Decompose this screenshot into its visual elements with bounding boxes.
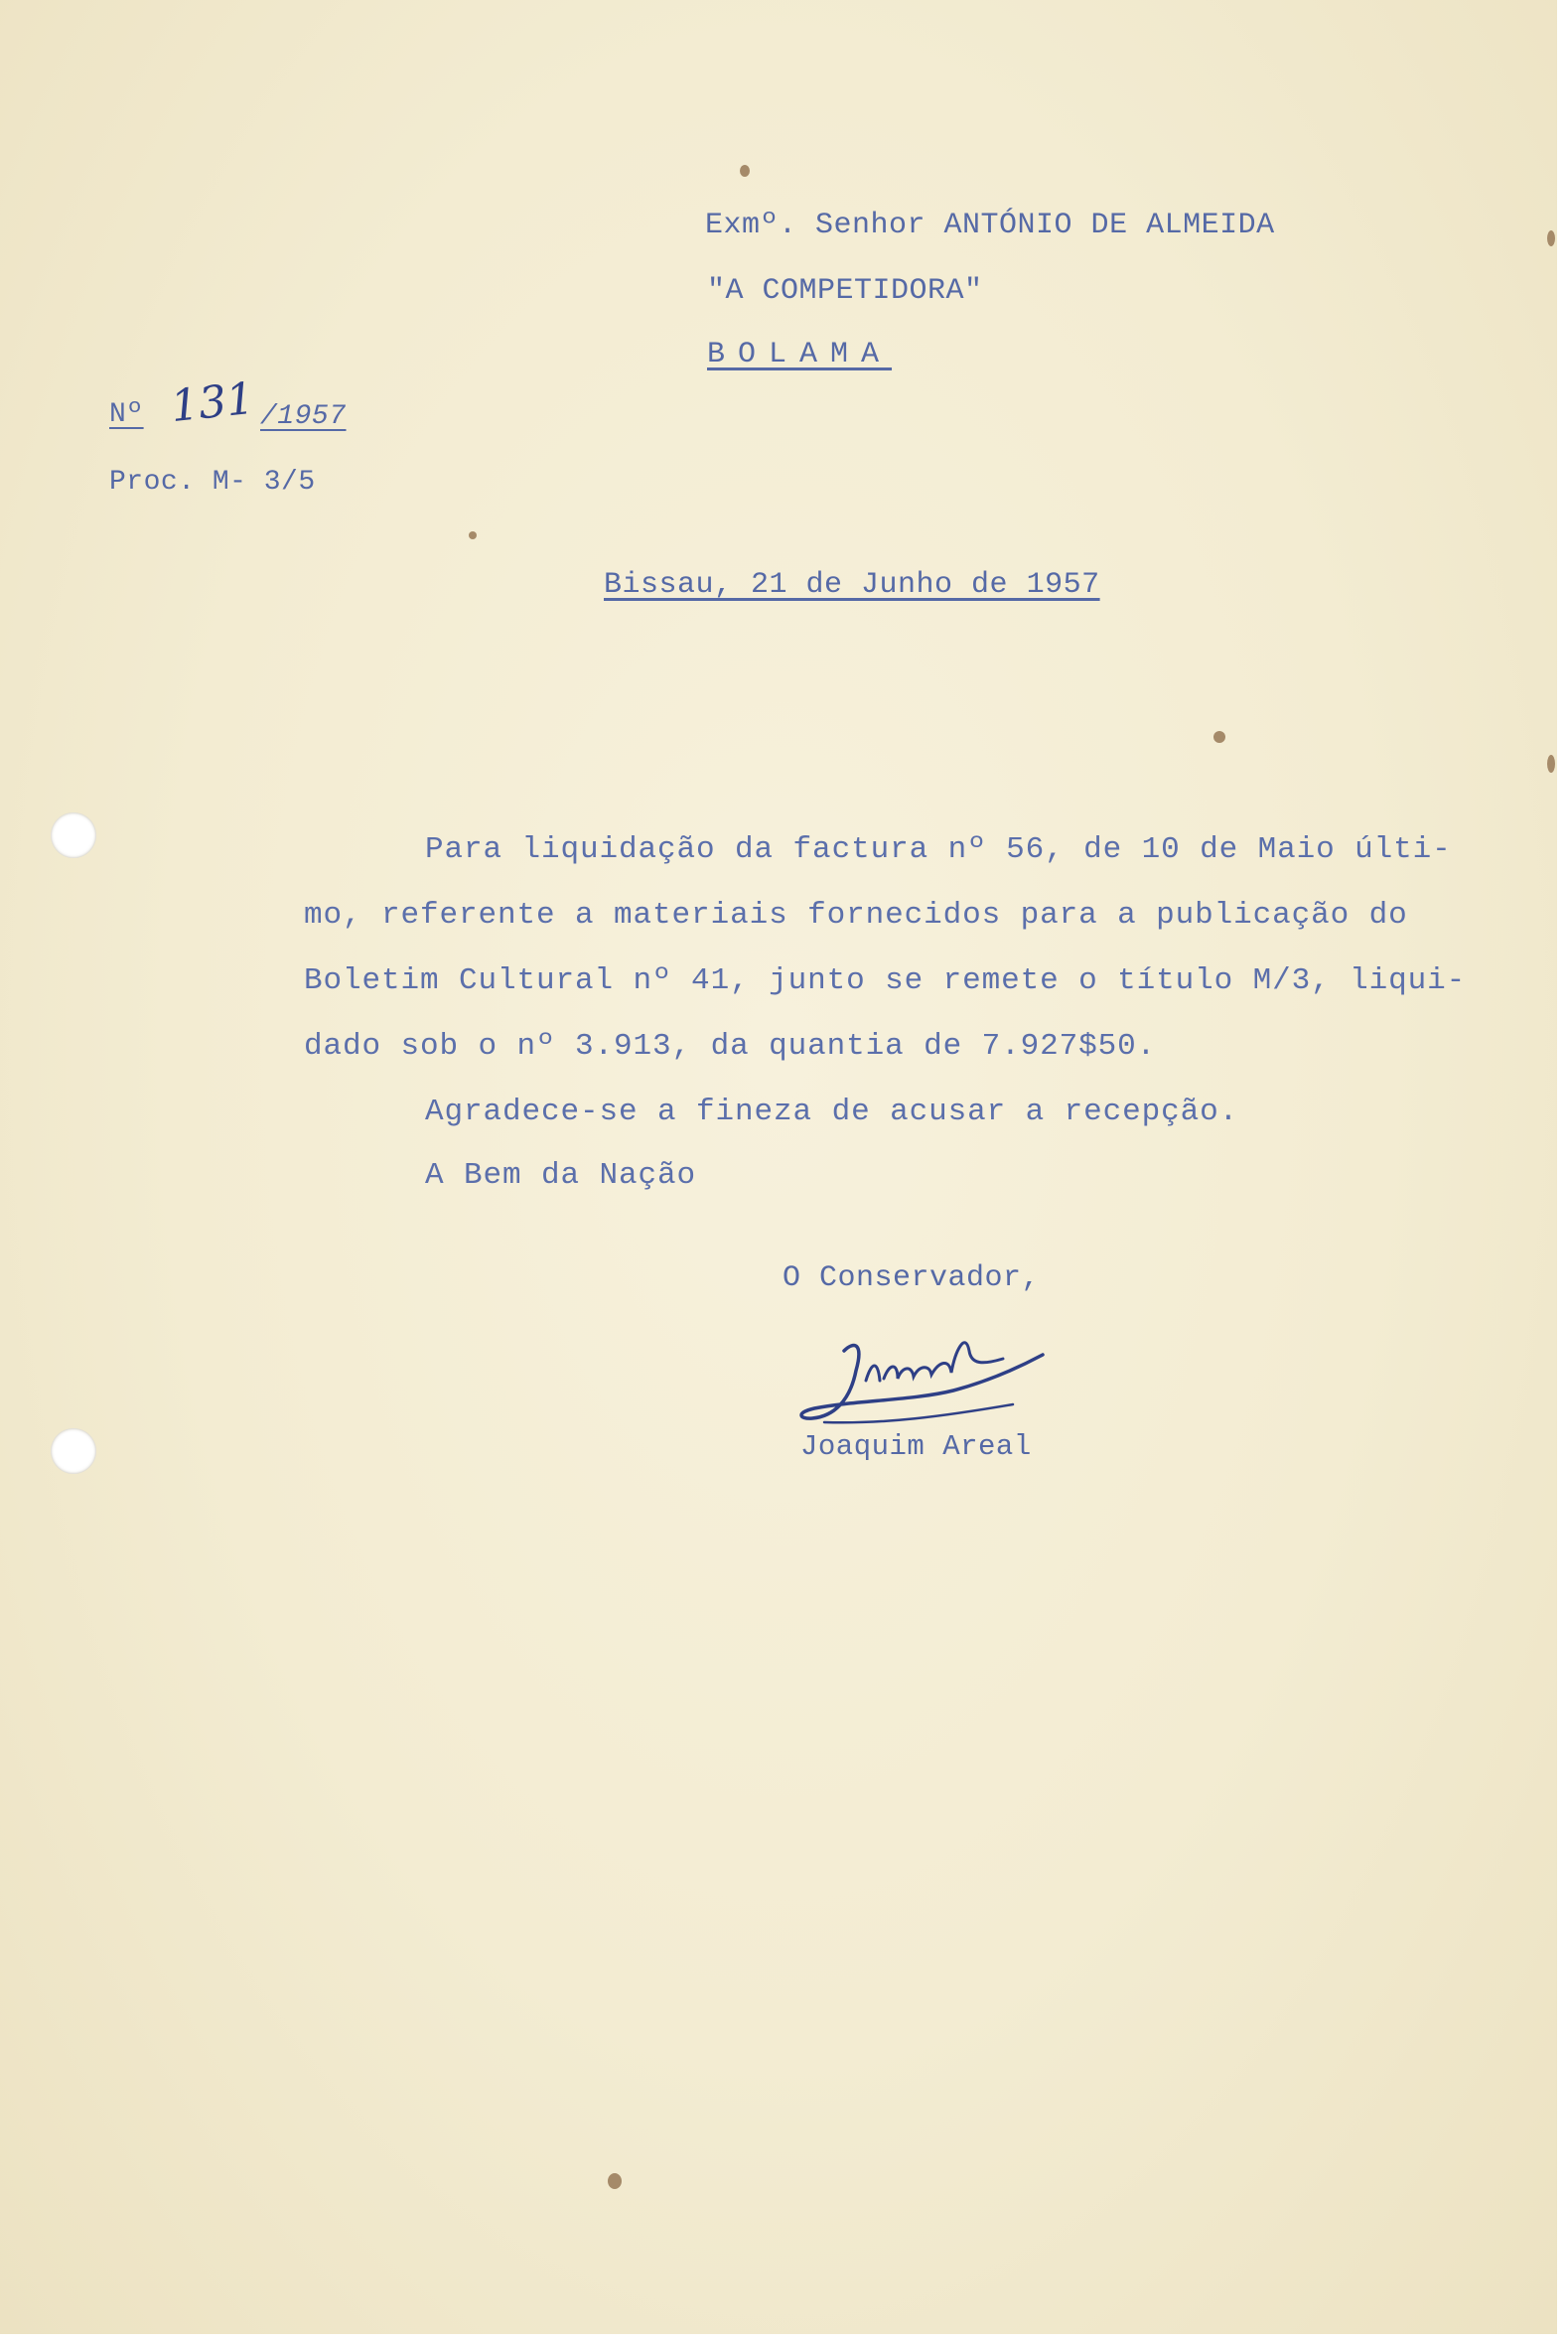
punch-hole-bottom xyxy=(51,1428,96,1474)
paper-speck xyxy=(608,2173,622,2189)
reference-number-year: /1957 xyxy=(260,401,347,432)
reference-number-handwritten: 131 xyxy=(168,372,257,433)
body-paragraph-1-line-4: dado sob o nº 3.913, da quantia de 7.927$50. xyxy=(304,1029,1157,1064)
signatory-title: O Conservador, xyxy=(783,1261,1041,1295)
paper-speck xyxy=(469,531,477,539)
paper-speck xyxy=(1547,230,1555,246)
reference-number-label: Nº xyxy=(109,399,144,430)
letter-date: Bissau, 21 de Junho de 1957 xyxy=(604,568,1100,602)
signatory-name: Joaquim Areal xyxy=(800,1430,1032,1463)
recipient-line-2: "A COMPETIDORA" xyxy=(707,274,983,308)
reference-number xyxy=(109,372,367,447)
recipient-city: BOLAMA xyxy=(707,338,893,371)
paper-speck xyxy=(1213,731,1225,743)
punch-hole-top xyxy=(51,812,96,858)
paper-speck xyxy=(740,165,750,177)
recipient-line-1: Exmº. Senhor ANTÓNIO DE ALMEIDA xyxy=(705,209,1275,242)
body-paragraph-1-line-1: Para liquidação da factura nº 56, de 10 de Maio últi- xyxy=(425,832,1452,867)
paper-speck xyxy=(1547,755,1555,773)
handwritten-signature xyxy=(794,1321,1072,1440)
body-paragraph-1-line-2: mo, referente a materiais fornecidos para a publicação do xyxy=(304,898,1408,933)
body-paragraph-1-line-3: Boletim Cultural nº 41, junto se remete o título M/3, liqui- xyxy=(304,963,1467,998)
body-paragraph-2: Agradece-se a fineza de acusar a recepção. xyxy=(425,1095,1239,1129)
process-reference: Proc. M- 3/5 xyxy=(109,467,316,498)
body-closing: A Bem da Nação xyxy=(425,1158,697,1193)
